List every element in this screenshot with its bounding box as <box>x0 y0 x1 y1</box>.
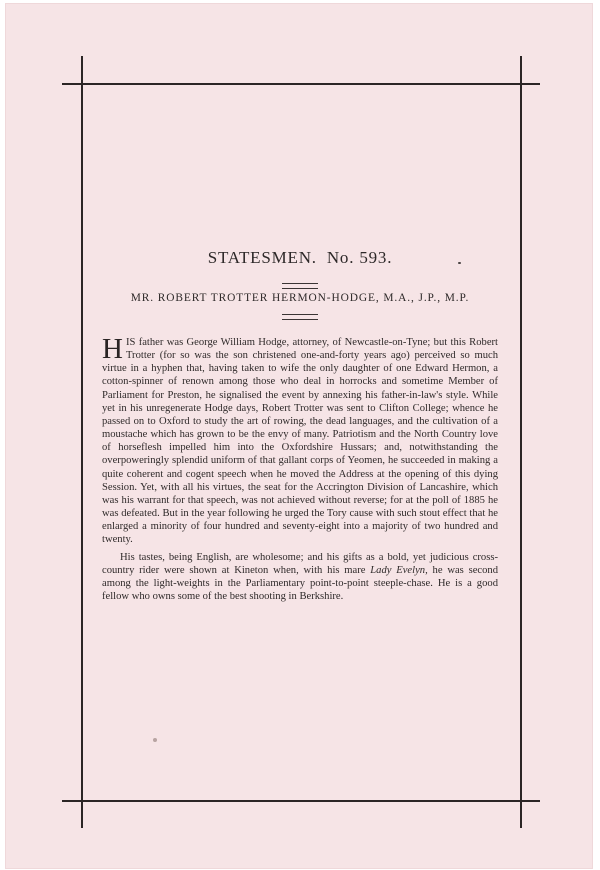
top-border-rule <box>62 83 540 85</box>
subject-double-rule <box>282 314 318 320</box>
heading-number: No. 593. <box>326 248 393 267</box>
paragraph-2-text-a: His tastes, being English, are wholesome; and his gifts as a bold, yet judicious cross-country rider were shown at Kineton when, with his mare <box>102 551 498 576</box>
right-border-rule <box>520 56 522 828</box>
stray-dot-mark <box>458 262 461 264</box>
paragraph-1-text: IS father was George William Hodge, attorney, of Newcastle-on-Tyne; but this Robert Trotter (for so was the son christened one-and-forty years ago) perceived so much virtue in a hyphen that, having taken to wife the only daughter of one Edward Hermon, a cotton-spinner of renown among those who deal in horrocks and sometime Member of Parliament for Preston, he signalised the event by annexing his father-in-law's style. While yet in his unregenerate Hodge days, Robert Trotter was sent to Clifton College; whence he passed on to Oxford to study the art of rowing, the dead languages, and the cultivation of a moustache which has grown to be the envy of many. Patriotism and the North Country love of horseflesh impelled him into the Oxfordshire Hussars; and, notwithstanding the overpoweringly splendid uniform of that gallant corps of Yeomen, he succeeded in making a quite coherent and cogent speech when he moved the Address at the opening of this dying Session. Yet, with all his virtues, the seat for the Accrington Division of Lancashire, which was his warrant for that speech, was not achieved without reverse; for at the poll of 1885 he was defeated. But in the year following he urged the Tory cause with such stout effect that he enlarged a minority of four hundred and seventy-eight into a majority of two hundred and twenty. <box>102 337 498 546</box>
paragraph-2-text-b: he was second among the light-weights in the Parliamentary point-to-point steeple-chase. He is a good fellow who owns some of the best shooting in Berkshire. <box>102 564 499 602</box>
heading-title: STATESMEN. <box>207 248 317 267</box>
page-heading <box>0 248 600 268</box>
article-body <box>102 333 499 603</box>
bottom-border-rule <box>62 800 540 802</box>
heading-double-rule <box>282 283 318 289</box>
paper-speck <box>153 738 157 742</box>
paragraph-2 <box>102 551 498 604</box>
left-border-rule <box>81 56 83 828</box>
article-subject: MR. ROBERT TROTTER HERMON-HODGE, M.A., J.P., M.P. <box>130 292 470 304</box>
paragraph-1 <box>102 333 498 547</box>
drop-cap: H <box>102 333 123 365</box>
horse-name: Lady Evelyn, <box>370 564 428 576</box>
